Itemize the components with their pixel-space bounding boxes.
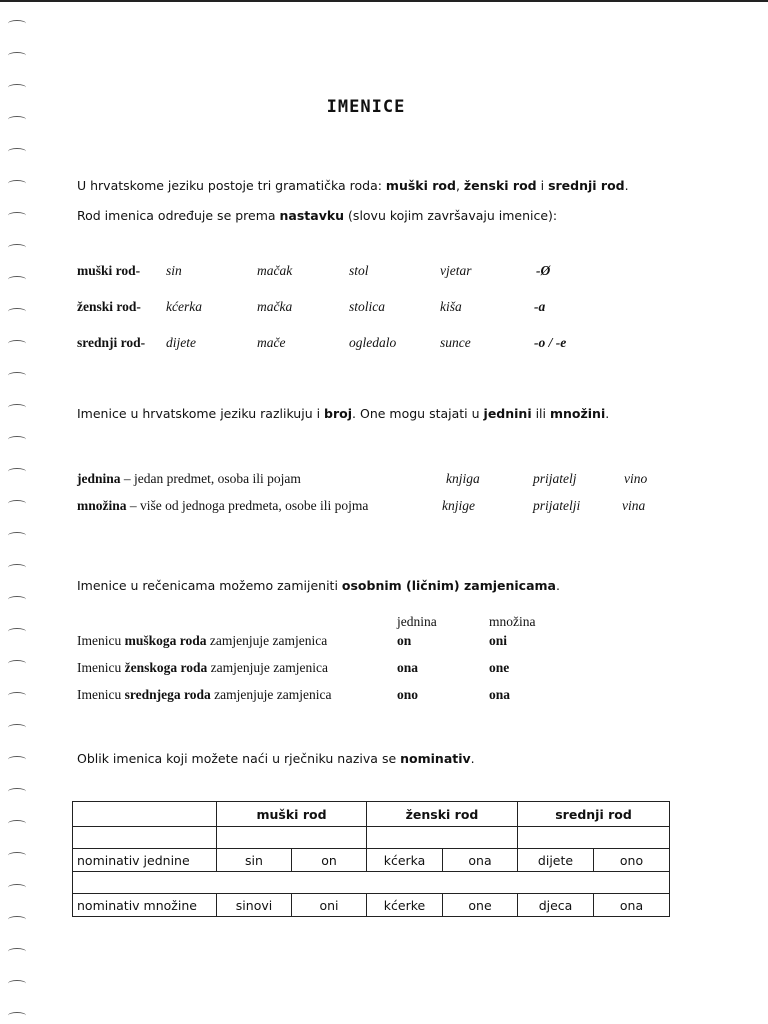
pronoun-plural: oni xyxy=(489,633,508,648)
gender-label: ženski rod- xyxy=(77,299,141,314)
binding-mark xyxy=(8,436,26,443)
intro-text: U hrvatskome jeziku postoje tri gramatička roda: xyxy=(77,178,386,193)
number-desc: – jedan predmet, osoba ili pojam xyxy=(120,471,301,486)
table-spacer-row xyxy=(73,827,670,849)
binding-mark xyxy=(8,244,26,251)
gender-word: vjetar xyxy=(440,263,472,278)
nominative-intro xyxy=(77,751,475,766)
number-word: knjige xyxy=(442,498,475,513)
table-cell: one xyxy=(443,894,518,917)
pronoun-rule-text: zamjenjuje zamjenica xyxy=(210,687,332,702)
number-label: množina xyxy=(77,498,127,513)
binding-mark xyxy=(8,1012,26,1019)
nominative-intro-text: . xyxy=(470,751,475,766)
table-header-cell: srednji rod xyxy=(518,802,670,827)
table-cell: dijete xyxy=(518,849,594,872)
binding-mark xyxy=(8,276,26,283)
binding-mark xyxy=(8,308,26,315)
intro-text: i xyxy=(536,178,549,193)
number-intro-text: . xyxy=(605,406,610,421)
gender-word: stolica xyxy=(349,299,385,314)
binding-mark xyxy=(8,340,26,347)
table-empty-cell xyxy=(73,827,217,849)
pronoun-intro-text: Imenice u rečenicama možemo zamijeniti xyxy=(77,578,342,593)
pronoun-intro-text: . xyxy=(555,578,560,593)
number-word: knjiga xyxy=(446,471,480,486)
table-header-row xyxy=(73,802,670,827)
gender-word: sunce xyxy=(440,335,471,350)
pronoun-rule-text: zamjenjuje zamjenica xyxy=(206,633,328,648)
table-corner-cell xyxy=(73,802,217,827)
page-title: IMENICE xyxy=(326,97,406,117)
number-definition xyxy=(77,498,368,514)
intro-bold-masculine: muški rod xyxy=(385,178,456,193)
intro-text: . xyxy=(624,178,629,193)
binding-mark xyxy=(8,756,26,763)
binding-mark xyxy=(8,564,26,571)
binding-edge-marks xyxy=(8,20,34,1020)
table-row-label: nominativ jednine xyxy=(73,849,217,872)
pronoun-rule-bold: muškoga roda xyxy=(124,633,207,648)
binding-mark xyxy=(8,404,26,411)
gender-word: mačak xyxy=(257,263,293,278)
pronoun-plural: one xyxy=(489,660,510,675)
binding-mark xyxy=(8,212,26,219)
pronoun-plural: ona xyxy=(489,687,511,702)
gender-label: srednji rod- xyxy=(77,335,146,350)
table-empty-cell xyxy=(518,827,670,849)
binding-mark xyxy=(8,948,26,955)
table-cell: sin xyxy=(217,849,292,872)
table-cell: ona xyxy=(443,849,518,872)
top-edge-line xyxy=(0,0,768,2)
table-header-cell: muški rod xyxy=(217,802,367,827)
intro-bold-feminine: ženski rod xyxy=(463,178,537,193)
intro-text: Rod imenica određuje se prema xyxy=(77,208,280,223)
binding-mark xyxy=(8,84,26,91)
pronoun-rule xyxy=(77,633,327,649)
number-label: jednina xyxy=(77,471,121,486)
number-word: prijatelj xyxy=(533,471,577,486)
binding-mark xyxy=(8,532,26,539)
number-desc: – više od jednoga predmeta, osobe ili pojma xyxy=(126,498,369,513)
gender-word: mačka xyxy=(257,299,293,314)
table-cell: sinovi xyxy=(217,894,292,917)
binding-mark xyxy=(8,916,26,923)
table-cell: djeca xyxy=(518,894,594,917)
binding-mark xyxy=(8,628,26,635)
table-cell: kćerke xyxy=(367,894,443,917)
binding-mark xyxy=(8,468,26,475)
number-intro-bold: broj xyxy=(324,406,353,421)
table-cell: kćerka xyxy=(367,849,443,872)
binding-mark xyxy=(8,596,26,603)
pronoun-col-header: množina xyxy=(489,614,536,629)
intro-text: (slovu kojim završavaju imenice): xyxy=(344,208,558,223)
pronoun-rule xyxy=(77,687,331,703)
pronoun-intro-bold: osobnim (ličnim) zamjenicama xyxy=(341,578,556,593)
binding-mark xyxy=(8,724,26,731)
number-intro-text: Imenice u hrvatskome jeziku razlikuju i xyxy=(77,406,325,421)
nominative-intro-text: Oblik imenica koji možete naći u rječniku naziva se xyxy=(77,751,401,766)
nominative-intro-bold: nominativ xyxy=(400,751,471,766)
table-header-cell: ženski rod xyxy=(367,802,518,827)
table-row-label: nominativ množine xyxy=(73,894,217,917)
gender-word: ogledalo xyxy=(349,335,397,350)
pronoun-col-header: jednina xyxy=(397,614,437,629)
table-empty-cell xyxy=(217,827,367,849)
table-empty-cell xyxy=(367,827,518,849)
intro-bold-ending: nastavku xyxy=(279,208,345,223)
table-cell: oni xyxy=(292,894,367,917)
pronoun-singular: on xyxy=(397,633,412,648)
binding-mark xyxy=(8,148,26,155)
number-definition xyxy=(77,471,301,487)
pronoun-rule-text: Imenicu xyxy=(77,633,125,648)
table-empty-cell xyxy=(73,872,670,894)
intro-line-1 xyxy=(77,178,629,193)
binding-mark xyxy=(8,180,26,187)
binding-mark xyxy=(8,660,26,667)
binding-mark xyxy=(8,500,26,507)
gender-label: muški rod- xyxy=(77,263,141,278)
table-cell: ona xyxy=(594,894,670,917)
gender-ending: -o / -e xyxy=(534,335,567,350)
binding-mark xyxy=(8,884,26,891)
intro-bold-neuter: srednji rod xyxy=(548,178,625,193)
pronoun-rule-text: Imenicu xyxy=(77,687,125,702)
intro-line-2 xyxy=(77,208,557,223)
number-intro-text: ili xyxy=(531,406,550,421)
pronoun-singular: ona xyxy=(397,660,419,675)
number-intro-bold: jednini xyxy=(483,406,532,421)
pronoun-rule-text: zamjenjuje zamjenica xyxy=(207,660,328,675)
table-cell: on xyxy=(292,849,367,872)
gender-word: mače xyxy=(257,335,286,350)
table-row xyxy=(73,894,670,917)
number-word: prijatelji xyxy=(533,498,581,513)
binding-mark xyxy=(8,20,26,27)
pronoun-intro xyxy=(77,578,560,593)
table-spacer-row xyxy=(73,872,670,894)
number-intro xyxy=(77,406,609,421)
gender-ending: -Ø xyxy=(536,263,551,278)
gender-word: kiša xyxy=(440,299,462,314)
pronoun-singular: ono xyxy=(397,687,419,702)
number-intro-text: . One mogu stajati u xyxy=(352,406,484,421)
table-row xyxy=(73,849,670,872)
binding-mark xyxy=(8,980,26,987)
gender-ending: -a xyxy=(534,299,546,314)
pronoun-rule-bold: srednjega roda xyxy=(124,687,211,702)
gender-word: kćerka xyxy=(166,299,202,314)
gender-word: stol xyxy=(349,263,369,278)
binding-mark xyxy=(8,52,26,59)
binding-mark xyxy=(8,372,26,379)
pronoun-rule-bold: ženskoga roda xyxy=(124,660,208,675)
binding-mark xyxy=(8,820,26,827)
number-intro-bold: množini xyxy=(549,406,606,421)
intro-text: , xyxy=(455,178,464,193)
binding-mark xyxy=(8,852,26,859)
number-word: vina xyxy=(622,498,646,513)
nominative-table xyxy=(72,801,670,917)
pronoun-rule-text: Imenicu xyxy=(77,660,125,675)
gender-word: sin xyxy=(166,263,182,278)
binding-mark xyxy=(8,788,26,795)
table-cell: ono xyxy=(594,849,670,872)
number-word: vino xyxy=(624,471,648,486)
gender-word: dijete xyxy=(166,335,196,350)
binding-mark xyxy=(8,116,26,123)
binding-mark xyxy=(8,692,26,699)
pronoun-rule xyxy=(77,660,328,676)
